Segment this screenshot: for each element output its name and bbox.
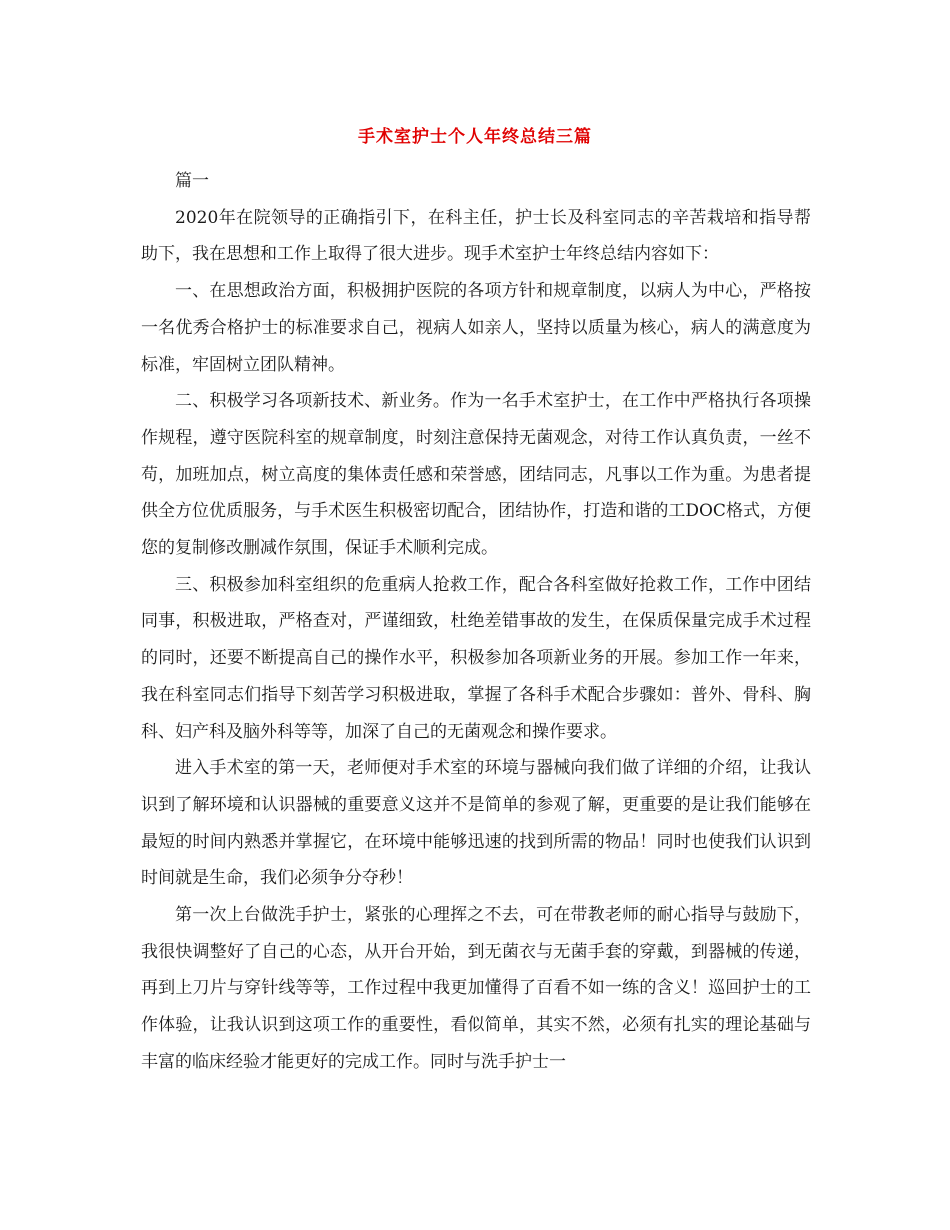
paragraph-scrub-nurse: 第一次上台做洗手护士，紧张的心理挥之不去，可在带教老师的耐心指导与鼓励下，我很快调整好了自己的心态，从开台开始，到无菌衣与无菌手套的穿戴，到器械的传递，再到上刀片与穿针线等等，工作过程中我更加懂得了百看不如一练的含义！巡回护士的工作体验，让我认识到这项工作的重要性，看似简单，其实不然，必须有扎实的理论基础与丰富的临床经验才能更好的完成工作。同时与洗手护士一 <box>141 905 811 1072</box>
paragraph-item-3: 三、积极参加科室组织的危重病人抢救工作，配合各科室做好抢救工作，工作中团结同事，积极进取，严格查对，严谨细致，杜绝差错事故的发生，在保质保量完成手术过程的同时，还要不断提高自己的操作水平，积极参加各项新业务的开展。参加工作一年来，我在科室同志们指导下刻苦学习积极进取，掌握了各科手术配合步骤如：普外、骨科、胸科、妇产科及脑外科等等，加深了自己的无菌观念和操作要求。 <box>141 574 811 742</box>
paragraph-first-day: 进入手术室的第一天，老师便对手术室的环境与器械向我们做了详细的介绍，让我认识到了解环境和认识器械的重要意义这并不是简单的参观了解，更重要的是让我们能够在最短的时间内熟悉并掌握它，在环境中能够迅速的找到所需的物品！同时也使我们认识到时间就是生命，我们必须争分夺秒！ <box>141 758 811 889</box>
document-body <box>141 163 811 1081</box>
paragraph-item-2: 二、积极学习各项新技术、新业务。作为一名手术室护士，在工作中严格执行各项操作规程，遵守医院科室的规章制度，时刻注意保持无菌观念，对待工作认真负责，一丝不苟，加班加点，树立高度的集体责任感和荣誉感，团结同志，凡事以工作为重。为患者提供全方位优质服务，与手术医生积极密切配合，团结协作，打造和谐的工DOC格式，方便您的复制修改删减作氛围，保证手术顺利完成。 <box>141 391 811 559</box>
document-title: 手术室护士个人年终总结三篇 <box>358 127 592 147</box>
paragraph-item-1: 一、在思想政治方面，积极拥护医院的各项方针和规章制度，以病人为中心，严格按一名优秀合格护士的标准要求自己，视病人如亲人，坚持以质量为核心，病人的满意度为标准，牢固树立团队精神。 <box>141 281 811 375</box>
section-heading: 篇一 <box>175 171 209 191</box>
paragraph-intro: 2020年在院领导的正确指引下，在科主任，护士长及科室同志的辛苦栽培和指导帮助下，我在思想和工作上取得了很大进步。现手术室护士年终总结内容如下： <box>141 207 811 265</box>
